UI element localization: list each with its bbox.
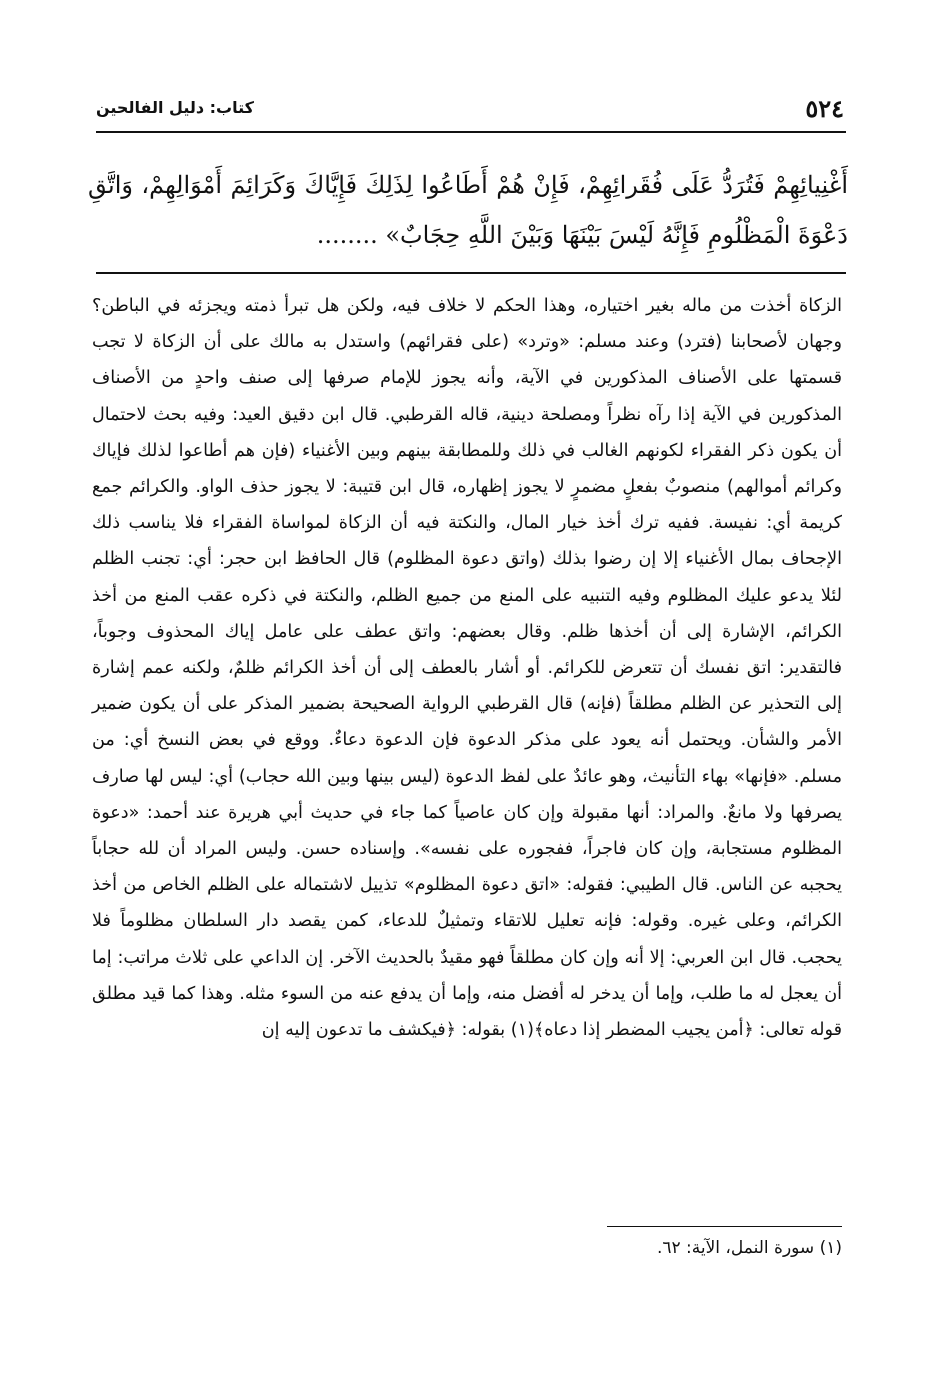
section-divider <box>96 272 846 274</box>
page-header <box>96 94 844 134</box>
page-number: ٥٢٤ <box>805 94 844 123</box>
commentary-body <box>92 288 842 1048</box>
commentary-paragraph: الزكاة أخذت من ماله بغير اختياره، وهذا الحكم لا خلاف فيه، ولكن هل تبرأ ذمته ويجزئه في الباطن؟ وجهان لأصحابنا (فترد) وعند مسلم: «وترد» (على فقرائهم) واستدل به مالك على أن الزكاة لا تجب قسمتها على الأصناف المذكورين في الآية، وأنه يجوز للإمام صرفها إلى صنف واحدٍ من الأصناف المذكورين في الآية إذا رآه نظراً ومصلحة دينية، قاله القرطبي. قال ابن دقيق العيد: وفيه بحث لاحتمال أن يكون ذكر الفقراء لكونهم الغالب في ذلك وللمطابقة بينهم وبين الأغنياء (فإن هم أطاعوا لذلك فإياك وكرائم أموالهم) منصوبٌ بفعلٍ مضمرٍ لا يجوز إظهاره، قال ابن قتيبة: لا يجوز حذف الواو. والكرائم جمع كريمة أي: نفيسة. ففيه ترك أخذ خيار المال، والنكتة فيه أن الزكاة لمواساة الفقراء فلا يناسب ذلك الإجحاف بمال الأغنياء إلا إن رضوا بذلك (واتق دعوة المظلوم) قال الحافظ ابن حجر: أي: تجنب الظلم لئلا يدعو عليك المظلوم وفيه التنبيه على المنع من جميع الظلم، والنكتة في ذكره عقب المنع من أخذ الكرائم، الإشارة إلى أن أخذها ظلم. وقال بعضهم: واتق عطف على عامل إياك المحذوف وجوباً، فالتقدير: اتق نفسك أن تتعرض للكرائم. أو أشار بالعطف إلى أن أخذ الكرائم ظلمٌ، ولكنه عمم إشارة إلى التحذير عن الظلم مطلقاً (فإنه) قال القرطبي الرواية الصحيحة بضمير المذكر على أن يكون ضمير الأمر والشأن. ويحتمل أنه يعود على مذكر الدعوة فإن الدعوة دعاءٌ. ووقع في بعض النسخ أي: من مسلم. «فإنها» بهاء التأنيث، وهو عائدٌ على لفظ الدعوة (ليس بينها وبين الله حجاب) أي: ليس لها صارف يصرفها ولا مانعٌ. والمراد: أنها مقبولة وإن كان عاصياً كما جاء في حديث أبي هريرة عند أحمد: «دعوة المظلوم مستجابة، وإن كان فاجراً، ففجوره على نفسه». وإسناده حسن. وليس المراد أن لله حجاباً يحجبه عن الناس. قال الطيبي: فقوله: «اتق دعوة المظلوم» تذييل لاشتماله على الظلم الخاص من أخذ الكرائم، وعلى غيره. وقوله: فإنه تعليل للاتقاء وتمثيلٌ للدعاء، كمن يقصد دار السلطان مظلوماً فلا يحجب. قال ابن العربي: إلا أنه وإن كان مطلقاً فهو مقيدٌ بالحديث الآخر. إن الداعي على ثلاث مراتب: إما أن يعجل له ما طلب، وإما أن يدخر له أفضل منه، وإما أن يدفع عنه من السوء مثله. وهذا كما قيد مطلق قوله تعالى: ﴿أمن يجيب المضطر إذا دعاه﴾(١) بقوله: ﴿فيكشف ما تدعون إليه إن <box>92 296 842 1041</box>
hadith-text: أَغْنِيائِهِمْ فَتُرَدُّ عَلَى فُقَرائِهِمْ، فَإِنْ هُمْ أَطَاعُوا لِذَلِكَ فَإِيَّاكَ وَكَرَائِمَ أَمْوَالِهِمْ، وَاتَّقِ دَعْوَةَ الْمَظْلُومِ فَإِنَّهُ لَيْسَ بَيْنَهَا وَبَيْنَ اللَّهِ حِجَابٌ» ........ <box>88 171 848 249</box>
book-title: كتاب: دليل الفالحين <box>96 98 254 117</box>
footnote: (١) سورة النمل، الآية: ٦٢. <box>656 1238 842 1258</box>
header-divider <box>96 131 846 133</box>
footnote-divider <box>607 1226 842 1227</box>
